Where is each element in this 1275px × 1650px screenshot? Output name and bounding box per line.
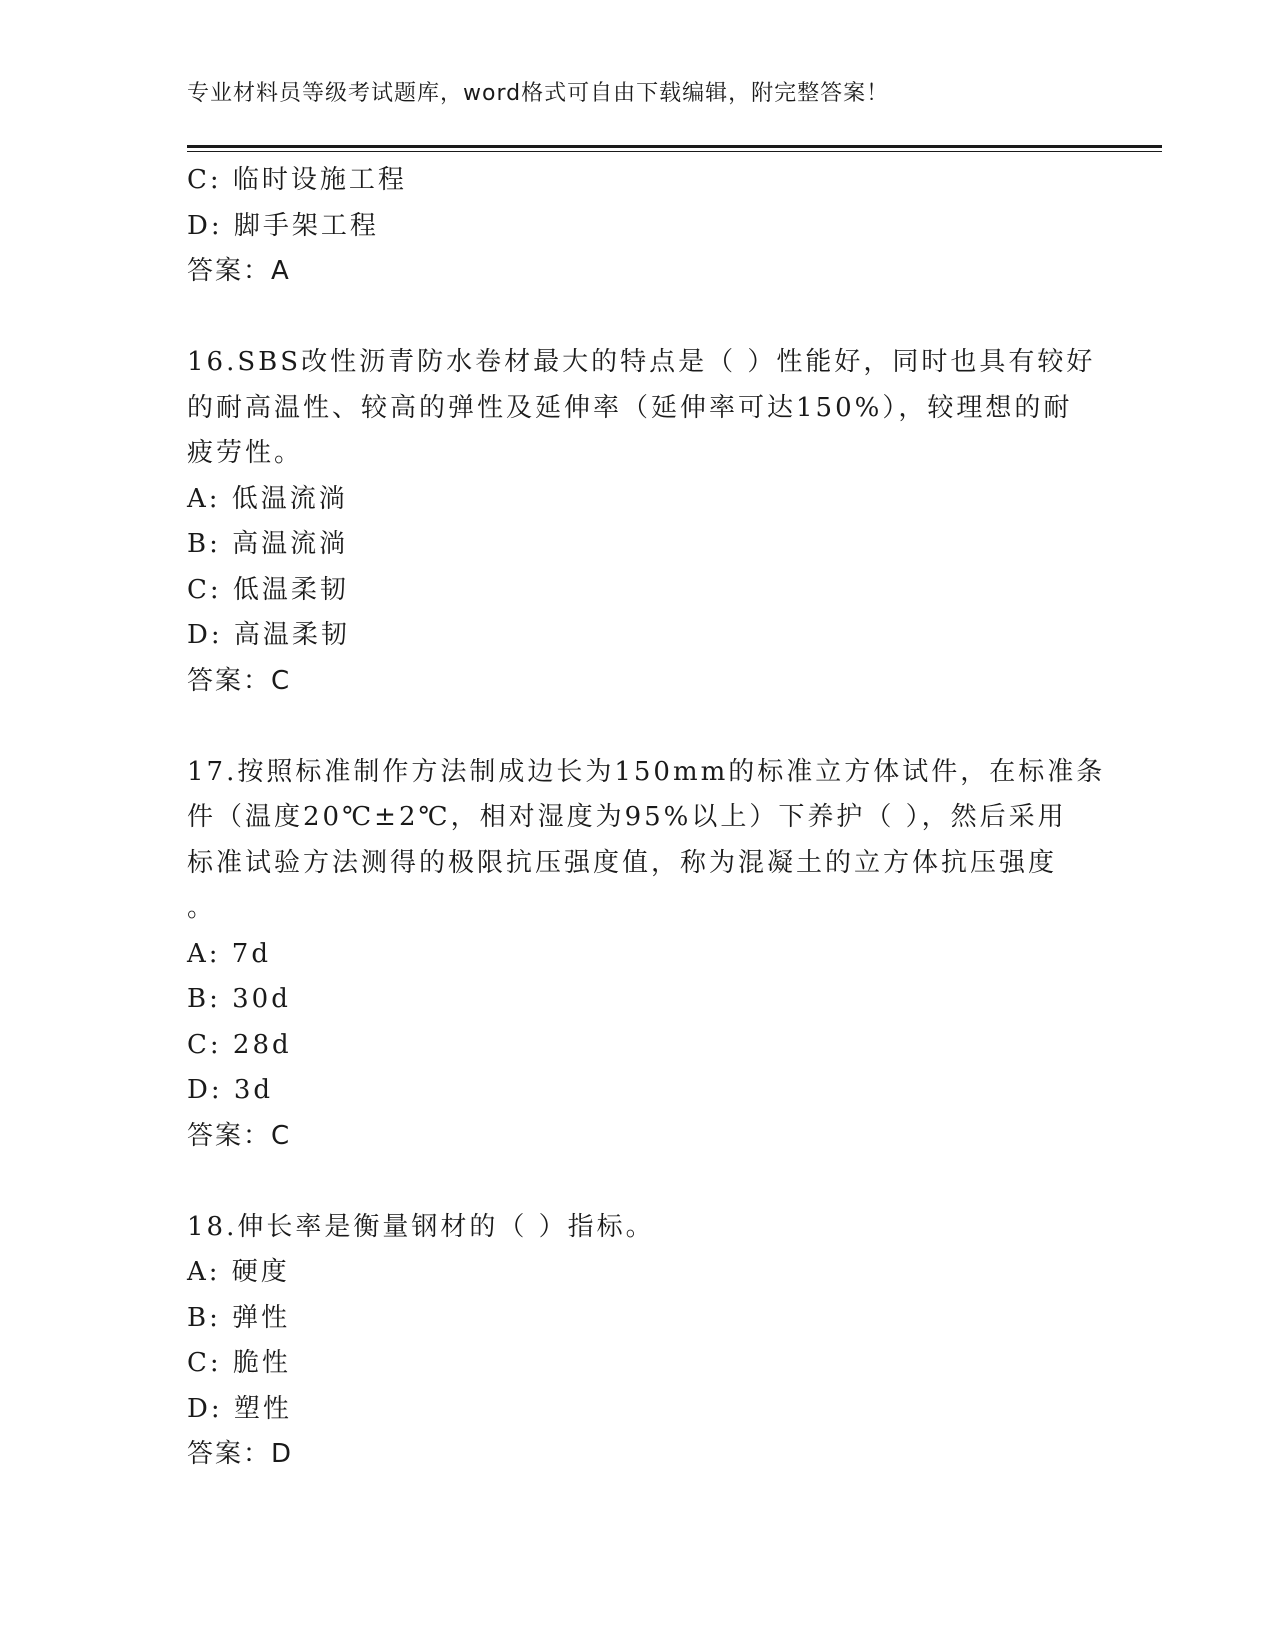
option-d: D: 3d (187, 1075, 274, 1105)
answer: 答案：C (187, 665, 292, 696)
header-rule-thin (187, 151, 1162, 152)
option-b: B: 30d (187, 984, 291, 1014)
question-17-stem-line: 标准试验方法测得的极限抗压强度值，称为混凝土的立方体抗压强度 (187, 847, 1058, 878)
option-b: B: 高温流淌 (187, 529, 349, 559)
answer: 答案：C (187, 1120, 292, 1151)
question-17-stem-line: 件（温度20℃±2℃，相对湿度为95%以上）下养护（ ），然后采用 (187, 802, 1067, 832)
option-d: D: 脚手架工程 (187, 210, 379, 241)
spacer (187, 295, 1087, 341)
spacer (187, 1159, 1087, 1205)
option-d: D: 塑性 (187, 1393, 292, 1424)
question-content (187, 158, 1106, 1478)
option-a: A: 低温流淌 (187, 483, 348, 514)
question-17-stem-line: 17.按照标准制作方法制成边长为150mm的标准立方体试件，在标准条 (187, 756, 1106, 787)
option-c: C: 脆性 (187, 1348, 291, 1378)
option-a: A: 硬度 (187, 1257, 290, 1287)
option-c: C: 28d (187, 1029, 292, 1060)
option-c: C: 临时设施工程 (187, 165, 407, 195)
answer: 答案：D (187, 1439, 294, 1469)
option-d: D: 高温柔韧 (187, 620, 350, 650)
question-16-stem-line: 的耐高温性、较高的弹性及延伸率（延伸率可达150%），较理想的耐 (187, 392, 1073, 423)
question-16-stem-line: 16.SBS改性沥青防水卷材最大的特点是（ ）性能好，同时也具有较好 (187, 347, 1096, 377)
answer: 答案：A (187, 256, 291, 286)
question-18-stem-line: 18.伸长率是衡量钢材的（ ）指标。 (187, 1211, 655, 1242)
option-b: B: 弹性 (187, 1302, 291, 1333)
question-17-stem-line: 。 (187, 893, 217, 923)
spacer (187, 704, 1087, 750)
header-rule-thick (187, 145, 1162, 148)
option-c: C: 低温柔韧 (187, 574, 349, 605)
option-a: A: 7d (187, 938, 271, 969)
question-16-stem-line: 疲劳性。 (187, 438, 304, 468)
page-header: 专业材料员等级考试题库，word格式可自由下载编辑，附完整答案！ (187, 81, 890, 106)
